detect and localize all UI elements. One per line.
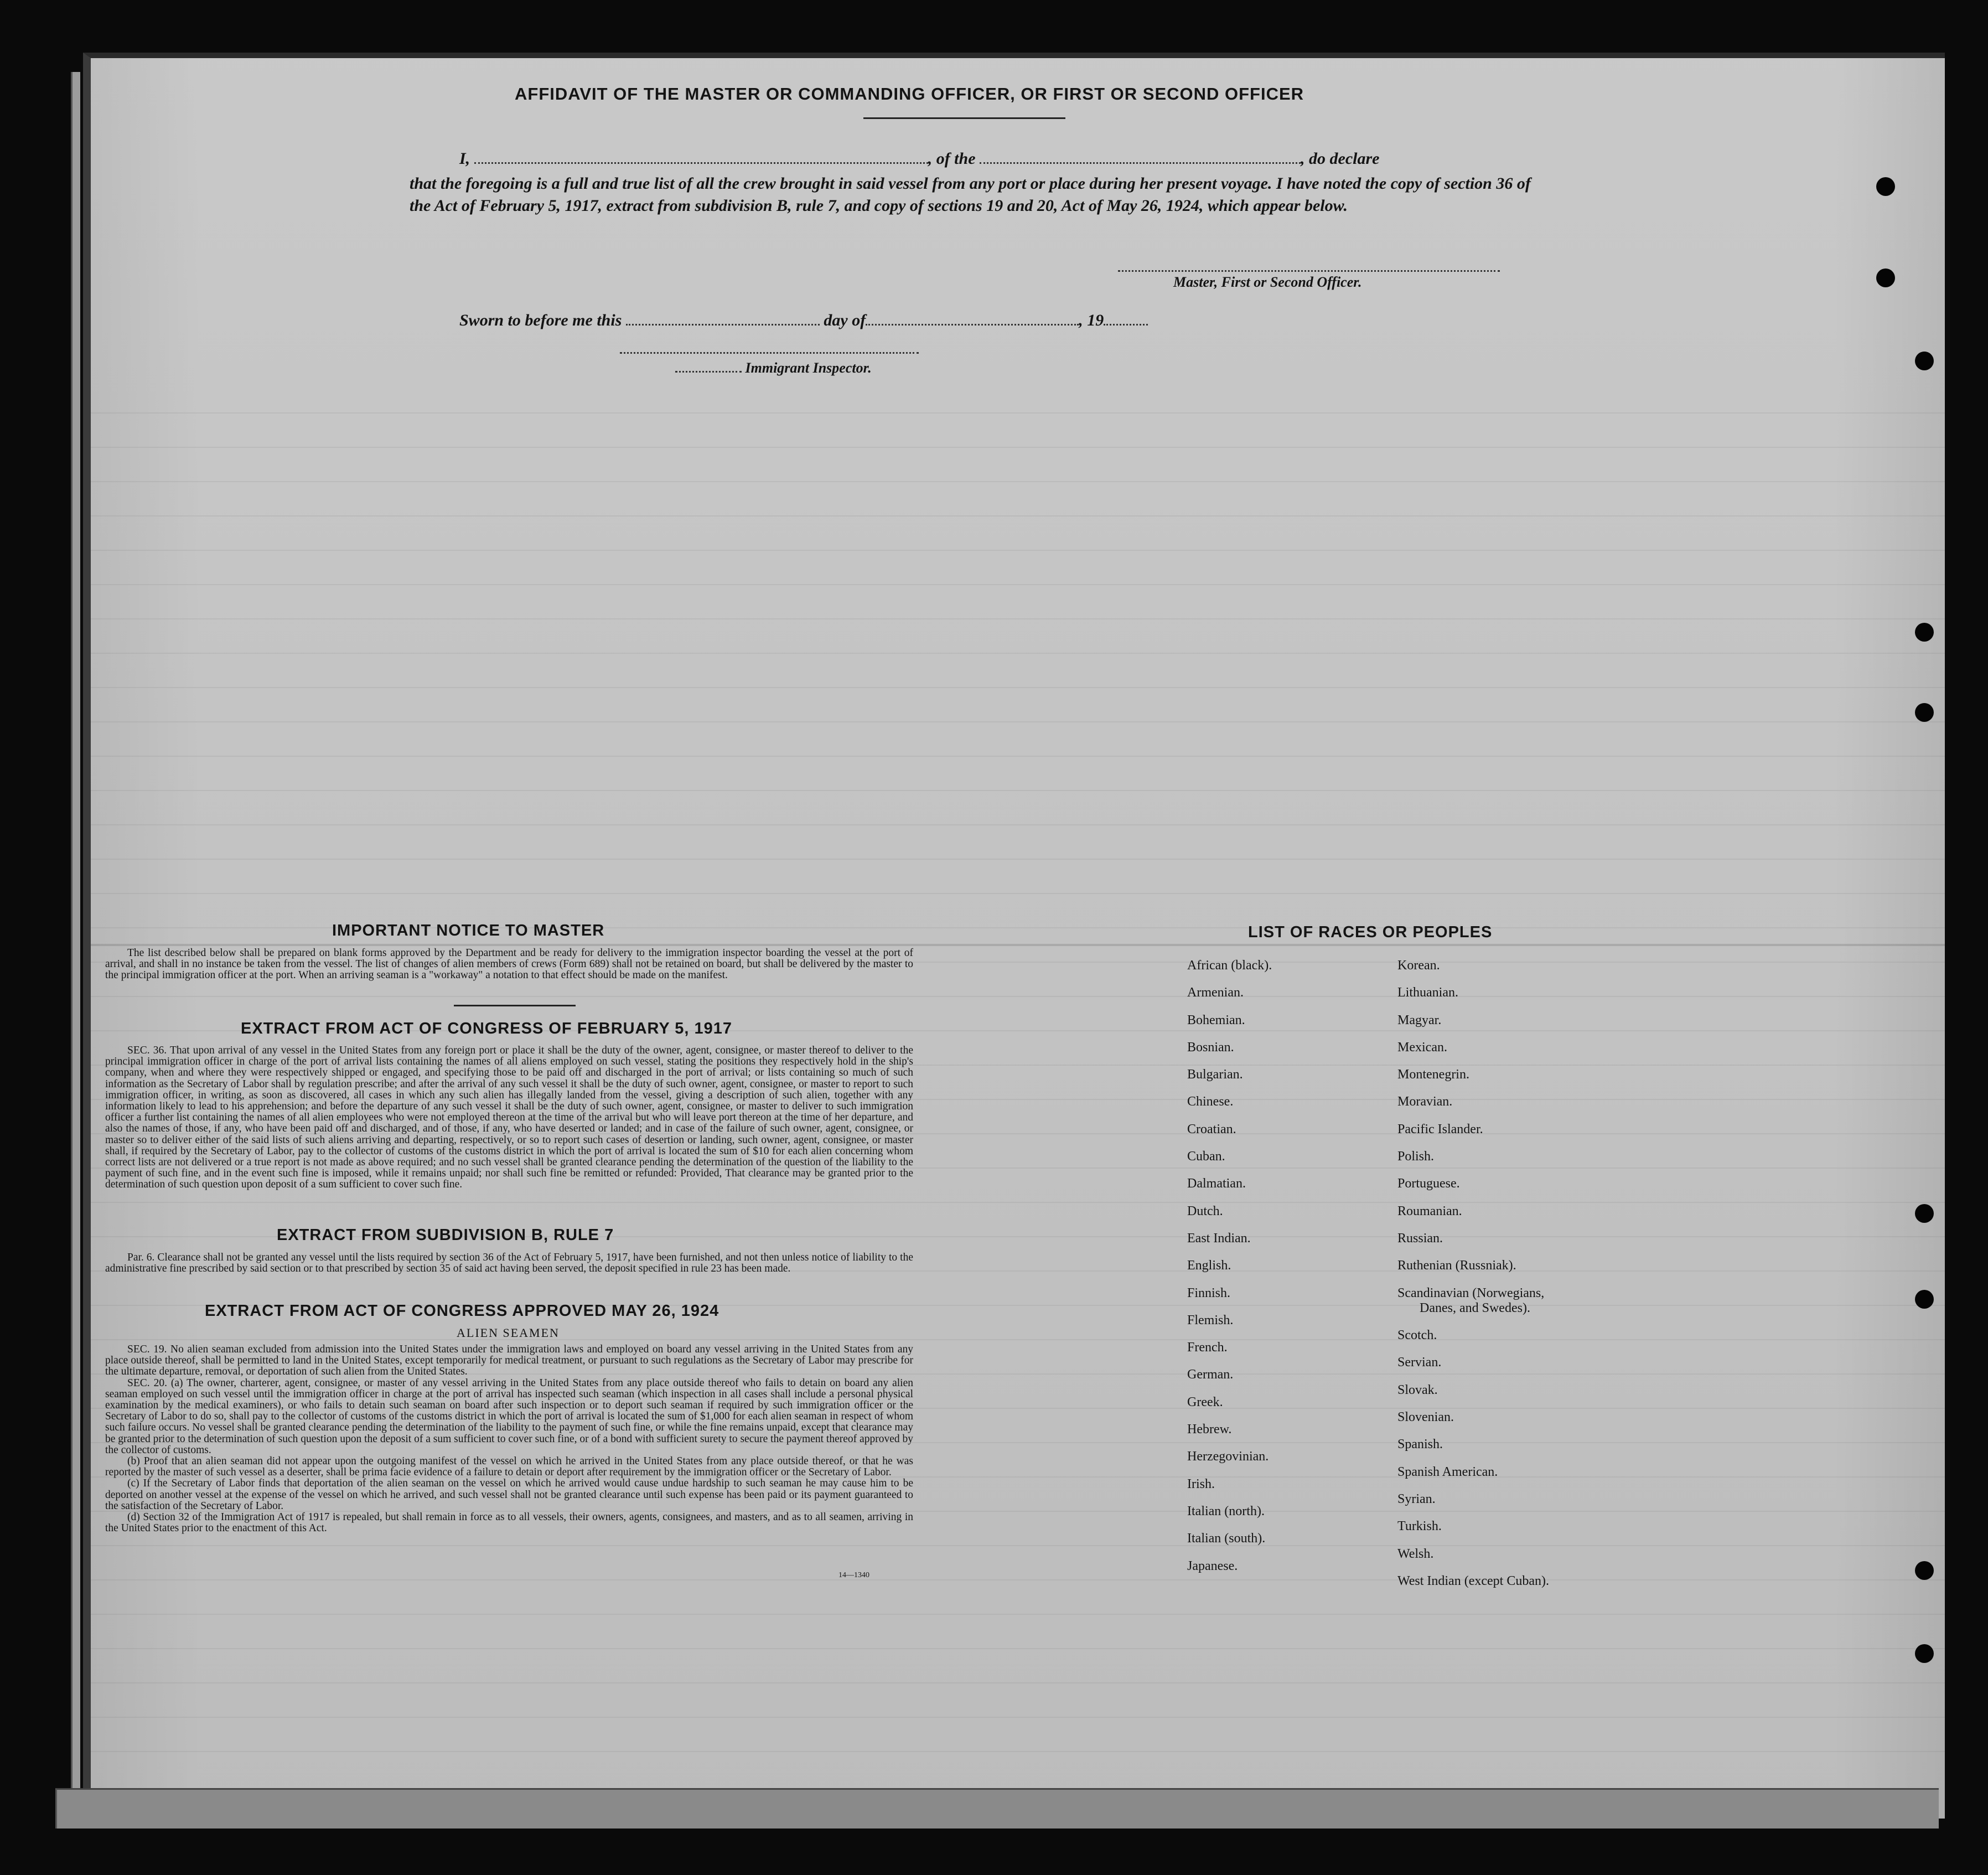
affidavit-title: AFFIDAVIT OF THE MASTER OR COMMANDING OFFICER, OR FIRST OR SECOND OFFICER: [515, 84, 1304, 104]
race-item: Italian (south).: [1187, 1531, 1266, 1546]
ghost-row-line: [91, 893, 1945, 894]
race-item: Danes, and Swedes).: [1420, 1300, 1530, 1315]
ghost-row-line: [91, 618, 1945, 619]
race-item: German.: [1187, 1367, 1234, 1382]
race-item: Scotch.: [1397, 1328, 1437, 1343]
sworn-label: Sworn to before me this: [459, 311, 622, 329]
extract-1924-text: [105, 1344, 913, 1534]
ghost-row-line: [91, 584, 1945, 585]
sec-19-paragraph: SEC. 19. No alien seaman excluded from admission into the United States under the immigration laws and employed on board any vessel arriving in the United States from any place outside thereof, shall be permitted to land in the United States, except temporarily for medical treatment, or pursuant to such regulations as the Secretary of Labor may prescribe for the ultimate departure, removal, or deportation of such alien from the United States.: [105, 1344, 913, 1378]
race-item: English.: [1187, 1258, 1231, 1273]
race-item: Servian.: [1397, 1355, 1442, 1370]
race-item: West Indian (except Cuban).: [1397, 1573, 1549, 1588]
race-item: Dutch.: [1187, 1203, 1223, 1218]
race-item: Herzegovinian.: [1187, 1449, 1269, 1464]
ghost-row-line: [91, 1579, 1945, 1580]
sec-20c-paragraph: (c) If the Secretary of Labor finds that deportation of the alien seaman on the vessel on which he arrived would cause undue hardship to such seaman he may cause him to be deported on another vessel at the expense of the vessel on which he arrived, and such vessel shall not be granted clearance until such expense has been paid or its payment guaranteed to the satisfaction of the Secretary of Labor.: [105, 1478, 913, 1512]
sec-20a-paragraph: SEC. 20. (a) The owner, charterer, agent, consignee, or master of any vessel arriving in the United States from any place outside thereof who fails to detain on board any alien seaman employed on such vessel until the immigration officer in charge at the port of arrival has inspected such seaman (which inspection in all cases shall include a personal physical examination by the medical examiners), or who fails to detain such seaman on board after such inspection or to deport such seaman if required by such immigration officer or the Secretary of Labor to do so, shall pay to the collector of customs of the customs district in which the port of arrival is located the sum of $1,000 for each alien seaman in respect of whom such failure occurs. No vessel shall be granted clearance pending the determination of the liability to the payment of such fine, or while the fine remains unpaid, except that clearance may be granted prior to the determination of such question upon the deposit of a sum sufficient to cover such fine, or of a bond with sufficient surety to secure the payment thereof approved by the collector of customs.: [105, 1377, 913, 1456]
ghost-row-line: [91, 859, 1945, 860]
race-item: Lithuanian.: [1397, 985, 1458, 1000]
extract-1917-title: EXTRACT FROM ACT OF CONGRESS OF FEBRUARY 5, 1917: [241, 1020, 733, 1037]
race-item: Syrian.: [1397, 1491, 1436, 1506]
page-bottom-strip: [55, 1788, 1939, 1828]
race-item: Chinese.: [1187, 1094, 1234, 1109]
ghost-row-line: [91, 515, 1945, 516]
extract-rule7-text: Par. 6. Clearance shall not be granted any vessel until the lists required by section 36 of the Act of February 5, 1917, have been furnished, and not then unless notice of liability to the administrative fine prescribed by said section or to that prescribed by section 35 of said act having been served, the deposit specified in rule 23 has been made.: [105, 1252, 913, 1275]
notice-text: The list described below shall be prepared on blank forms approved by the Department and be ready for delivery to the immigration inspector boarding the vessel at the port of arrival, and shall in no instance be taken from the vessel. The list of changes of alien members of crews (Form 689) shall not be retained on board, but shall be delivered by the master to the principal immigration officer at the port. When an arriving seaman is a "workaway" a notation to that effect should be made on the manifest.: [105, 947, 913, 982]
affidavit-body: that the foregoing is a full and true list of all the crew brought in said vessel from any port or place during her present voyage. I have noted the copy of section 36 of the Act of February 5, 1917, extract from subdivision B, rule 7, and copy of sections 19 and 20, Act of May 26, 1924, which appear below.: [410, 174, 1531, 215]
binder-hole-icon: [1915, 352, 1934, 370]
ghost-row-line: [91, 1717, 1945, 1718]
race-item: Pacific Islander.: [1397, 1122, 1483, 1137]
ghost-row-line: [91, 1339, 1945, 1340]
ghost-row-line: [91, 653, 1945, 654]
ghost-row-line: [91, 1682, 1945, 1683]
alien-seamen-subtitle: ALIEN SEAMEN: [457, 1326, 560, 1340]
form-code: 14—1340: [838, 1571, 869, 1579]
binder-hole-icon: [1915, 1644, 1934, 1663]
ghost-row-line: [91, 1751, 1945, 1752]
race-item: East Indian.: [1187, 1231, 1251, 1246]
ghost-row-line: [91, 721, 1945, 722]
name-blank-field[interactable]: [474, 160, 928, 164]
sworn-month-field[interactable]: [866, 322, 1079, 326]
notice-title: IMPORTANT NOTICE TO MASTER: [332, 922, 605, 939]
race-item: Cuban.: [1187, 1149, 1225, 1164]
ghost-row-line: [91, 1202, 1945, 1203]
race-item: Bosnian.: [1187, 1040, 1234, 1055]
day-of-label: day of: [824, 311, 866, 329]
race-item: Croatian.: [1187, 1122, 1236, 1137]
sec-20d-paragraph: (d) Section 32 of the Immigration Act of 1917 is repealed, but shall remain in force as to all vessels, their owners, agents, consignees, and masters, and as to all seamen, arriving in the United States prior to the enactment of this Act.: [105, 1511, 913, 1535]
race-item: Scandinavian (Norwegians,: [1397, 1285, 1545, 1300]
binder-hole-icon: [1915, 1204, 1934, 1223]
affidavit-i-label: I,: [459, 149, 470, 168]
ghost-row-line: [91, 687, 1945, 688]
sworn-year-field[interactable]: [1104, 322, 1148, 326]
ghost-row-line: [91, 1545, 1945, 1546]
race-item: African (black).: [1187, 958, 1272, 973]
inspector-signature-field[interactable]: [620, 352, 919, 354]
races-left-column: [1187, 952, 1272, 1580]
race-item: Slovak.: [1397, 1382, 1438, 1397]
sworn-line: [459, 311, 1148, 330]
race-item: Ruthenian (Russniak).: [1397, 1258, 1516, 1273]
ghost-row-line: [91, 447, 1945, 448]
ghost-row-line: [91, 996, 1945, 997]
year-prefix-label: , 19: [1079, 311, 1104, 329]
affidavit-do-declare-label: , do declare: [1301, 149, 1380, 168]
extract-1917-text: SEC. 36. That upon arrival of any vessel in the United States from any foreign port or place it shall be the duty of the owner, agent, consignee, or master thereof to deliver to the principal immigration officer in charge of the port of arrival lists containing the names of all aliens employed on such vessel, stating the positions they respectively hold in the ship's company, when and where they were respectively shipped or engaged, and specifying those to be paid off and discharged in the port of arrival; or lists containing so much of such information as the Secretary of Labor shall by regulation prescribe; and after the arrival of any such vessel it shall be the duty of such owner, agent, consignee, or master to report to such immigration officer, in writing, as soon as discovered, all cases in which any such alien has illegally landed from the vessel, giving a description of such alien, together with any information likely to lead to his apprehension; and before the departure of any such vessel it shall be the duty of such owner, agent, consignee, or master to deliver to such immigration officer a further list containing the names of all alien employees who were not employed thereon at the time of the arrival but who will leave port thereon at the time of her departure, and also the names of those, if any, who have been paid off and discharged, and of those, if any, who have deserted or landed; and in case of the failure of such owner, agent, consignee, or master so to deliver either of the said lists of such aliens arriving and departing, respectively, or so to report such cases of desertion or landing, such owner, agent, consignee, or master shall, if required by the Secretary of Labor, pay to the collector of customs of the customs district in which the port of arrival is located the sum of $10 for each alien concerning whom correct lists are not delivered or a true report is not made as above required; and no such vessel shall be granted clearance pending the determination of the question of the liability to the payment of such fine, and in the event such fine is imposed, while it remains unpaid; nor shall such fine be remitted or refunded: Provided, That clearance may be granted prior to the determination of such question upon deposit of a sum sufficient to cover such fine.: [105, 1045, 913, 1191]
inspector-label: Immigrant Inspector.: [745, 360, 872, 376]
ghost-row-line: [91, 1648, 1945, 1649]
race-item: Italian (north).: [1187, 1504, 1265, 1518]
extract-rule7-title: EXTRACT FROM SUBDIVISION B, RULE 7: [277, 1226, 614, 1244]
inspector-label-line: [745, 360, 872, 376]
binder-hole-icon: [1915, 1290, 1934, 1309]
race-item: Moravian.: [1397, 1094, 1453, 1109]
race-item: Japanese.: [1187, 1558, 1238, 1573]
affidavit-declaration-line: [459, 149, 1379, 168]
race-item: Russian.: [1397, 1231, 1443, 1246]
page-fold: [91, 944, 1945, 946]
binder-hole-icon: [1915, 623, 1934, 642]
race-item: Welsh.: [1397, 1546, 1434, 1561]
race-item: Armenian.: [1187, 985, 1244, 1000]
page-edge-strip: [71, 72, 80, 1788]
ghost-row-line: [91, 550, 1945, 551]
race-item: Greek.: [1187, 1394, 1223, 1409]
race-item: Montenegrin.: [1397, 1067, 1469, 1082]
race-item: Bohemian.: [1187, 1013, 1245, 1027]
race-item: Bulgarian.: [1187, 1067, 1243, 1082]
ghost-row-line: [91, 756, 1945, 757]
sworn-day-field[interactable]: [626, 322, 820, 326]
race-item: Irish.: [1187, 1476, 1215, 1491]
race-item: Slovenian.: [1397, 1410, 1454, 1425]
race-item: Portuguese.: [1397, 1176, 1460, 1191]
race-item: Spanish.: [1397, 1437, 1443, 1452]
affidavit-of-the-label: , of the: [928, 149, 976, 168]
race-item: Korean.: [1397, 958, 1440, 973]
race-item: Roumanian.: [1397, 1203, 1462, 1218]
ghost-row-line: [91, 481, 1945, 482]
binder-hole-icon: [1876, 177, 1895, 196]
race-item: Hebrew.: [1187, 1422, 1232, 1437]
affidavit-title-rule: [863, 117, 1065, 119]
race-item: French.: [1187, 1340, 1228, 1355]
ghost-row-line: [91, 790, 1945, 791]
binder-hole-icon: [1915, 1561, 1934, 1580]
race-item: Magyar.: [1397, 1013, 1442, 1027]
race-item: Dalmatian.: [1187, 1176, 1246, 1191]
extract-1924-title: EXTRACT FROM ACT OF CONGRESS APPROVED MAY 26, 1924: [205, 1302, 719, 1320]
section-divider: [454, 1005, 576, 1006]
races-right-column: [1397, 952, 1549, 1595]
master-signature-field[interactable]: [1118, 270, 1500, 272]
binder-hole-icon: [1915, 703, 1934, 722]
ghost-row-line: [91, 412, 1945, 414]
race-item: Turkish.: [1397, 1519, 1442, 1534]
inspector-name-field[interactable]: [675, 369, 742, 373]
race-item: Mexican.: [1397, 1040, 1447, 1055]
sec-20b-paragraph: (b) Proof that an alien seaman did not appear upon the outgoing manifest of the vessel on which he arrived in the United States from any place outside thereof, or that he was reported by the master of such vessel as a deserter, shall be prima facie evidence of a failure to detain or deport after requirement by the immigration officer or the Secretary of Labor.: [105, 1455, 913, 1479]
race-item: Flemish.: [1187, 1313, 1234, 1328]
ghost-row-line: [91, 824, 1945, 825]
master-signature-label: Master, First or Second Officer.: [1173, 274, 1362, 290]
races-title: LIST OF RACES OR PEOPLES: [1248, 923, 1493, 941]
race-item: Finnish.: [1187, 1285, 1231, 1300]
vessel-blank-field[interactable]: [980, 160, 1301, 164]
ghost-row-line: [91, 1614, 1945, 1615]
race-item: Polish.: [1397, 1149, 1435, 1164]
binder-hole-icon: [1876, 268, 1895, 287]
race-item: Spanish American.: [1397, 1464, 1498, 1479]
